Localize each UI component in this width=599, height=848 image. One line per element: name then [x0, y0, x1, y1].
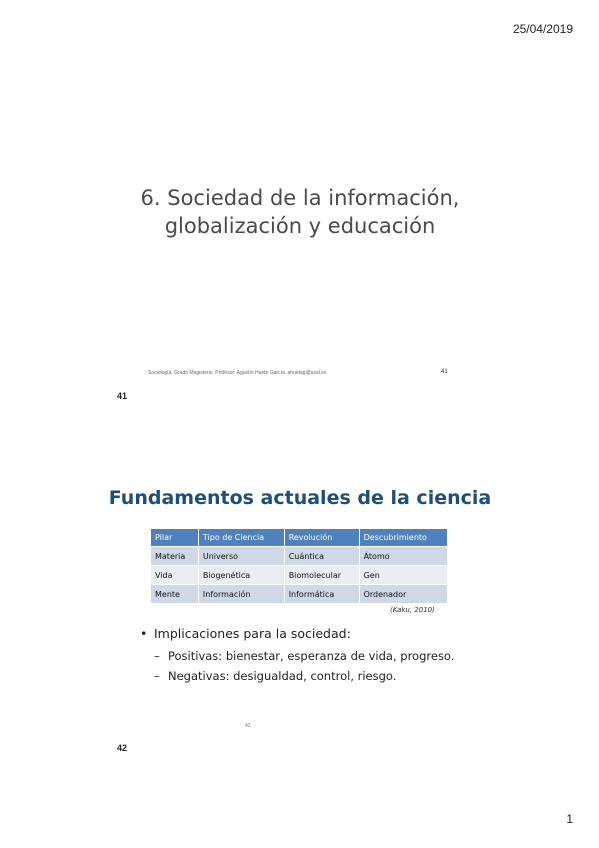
- sub-item-text: Positivas: bienestar, esperanza de vida, progreso.: [168, 649, 455, 663]
- table-cell: Gen: [360, 566, 447, 584]
- bullet-item: [140, 626, 351, 641]
- table-cell: Vida: [151, 566, 198, 584]
- table-row: [151, 547, 447, 565]
- table-header-row: [151, 529, 447, 546]
- table-row: [151, 566, 447, 584]
- bullet-icon: •: [140, 626, 148, 641]
- document-date: 25/04/2019: [512, 22, 573, 36]
- slide-41-title-line-1: 6. Sociedad de la información,: [140, 186, 460, 210]
- table-cell: Cuántica: [285, 547, 359, 565]
- table-cell: Ordenador: [360, 585, 447, 603]
- citation: (Kaku, 2010): [390, 606, 435, 614]
- science-table: [150, 528, 448, 604]
- table-cell: Informática: [285, 585, 359, 603]
- dash-icon: –: [154, 669, 160, 683]
- page-label-42: 42: [117, 743, 128, 753]
- table-cell: Universo: [199, 547, 284, 565]
- page-label-41: 41: [117, 391, 128, 401]
- slide-41-title: [120, 184, 480, 240]
- sub-item-negative: [154, 669, 396, 683]
- table-cell: Mente: [151, 585, 198, 603]
- table-row: [151, 585, 447, 603]
- table-header-cell: Descubrimiento: [360, 529, 447, 546]
- table-cell: Materia: [151, 547, 198, 565]
- table-cell: Biomolecular: [285, 566, 359, 584]
- slide-41-footer: Sociología. Grado Magisterio. Profesor: Agustín Huete García. ahuetag@usal.es: [148, 370, 327, 376]
- sub-item-positive: [154, 649, 454, 663]
- slide-41-number: 41: [441, 369, 448, 375]
- slide-42-title: Fundamentos actuales de la ciencia: [108, 487, 492, 509]
- page-number: 1: [566, 812, 573, 826]
- slide-42-number: 42: [245, 723, 251, 729]
- table-cell: Átomo: [360, 547, 447, 565]
- sub-item-text: Negativas: desigualdad, control, riesgo.: [168, 669, 397, 683]
- slide-41-title-line-2: globalización y educación: [164, 214, 436, 238]
- table-header-cell: Tipo de Ciencia: [199, 529, 284, 546]
- table-cell: Información: [199, 585, 284, 603]
- dash-icon: –: [154, 649, 160, 663]
- table-cell: Biogenética: [199, 566, 284, 584]
- table-header-cell: Pilar: [151, 529, 198, 546]
- table-header-cell: Revolución: [285, 529, 359, 546]
- bullet-text: Implicaciones para la sociedad:: [154, 626, 351, 641]
